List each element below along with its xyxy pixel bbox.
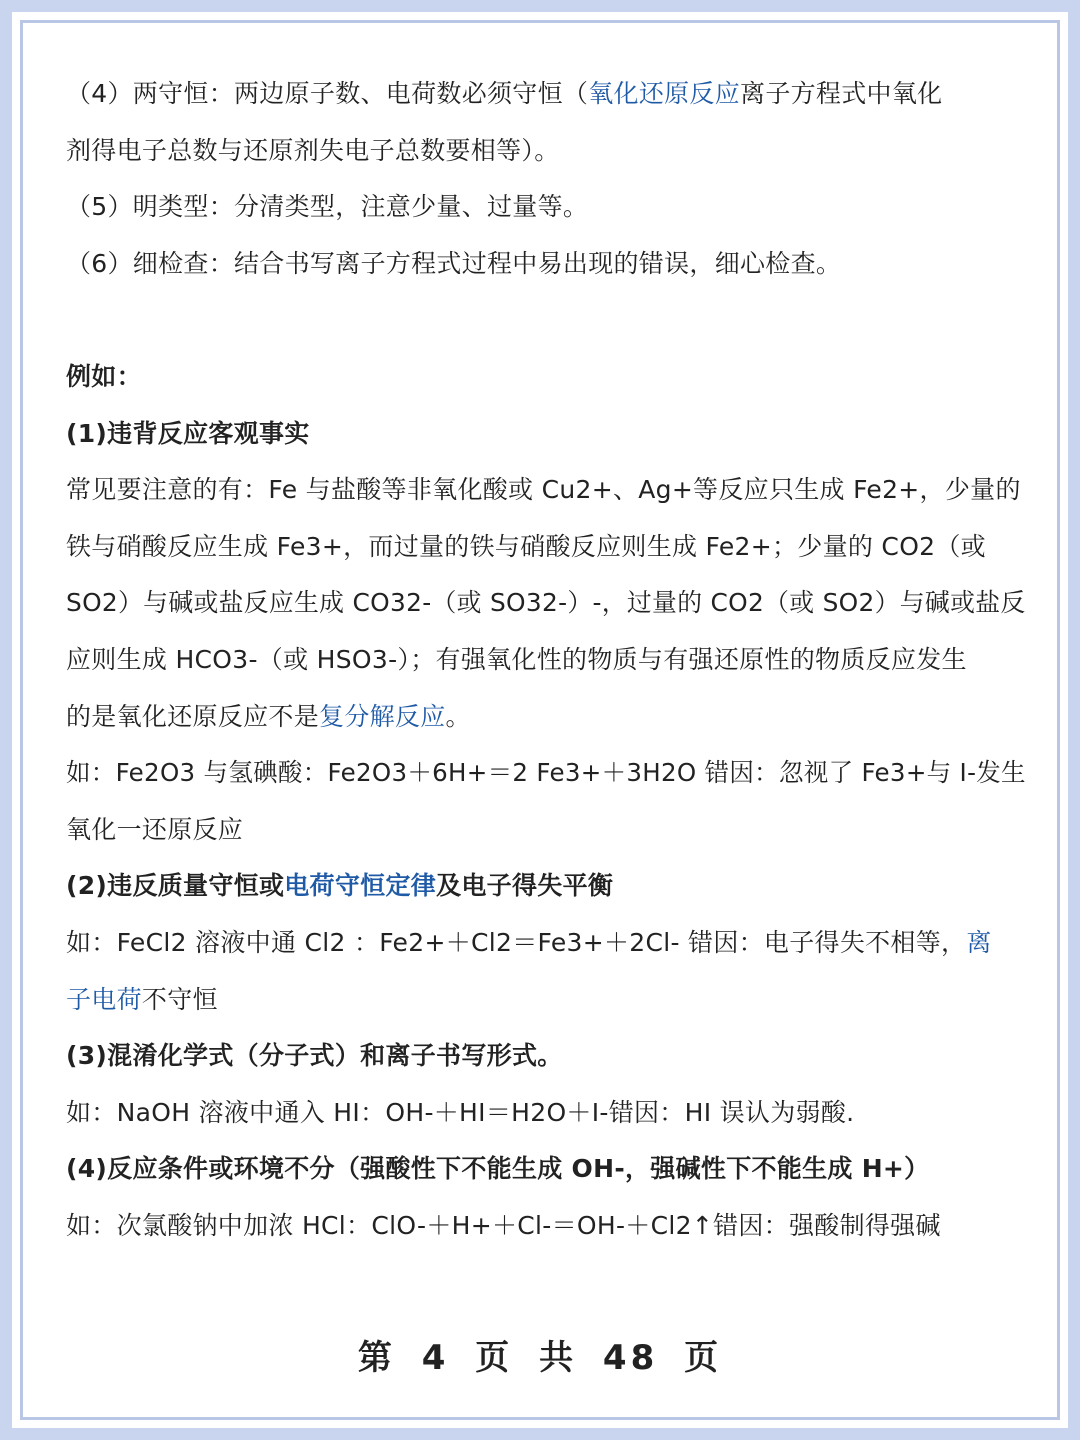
text-line <box>66 802 1026 859</box>
text-run: 铁与硝酸反应生成 Fe3+，而过量的铁与硝酸反应则生成 Fe2+；少量的 CO2（或 <box>66 531 986 561</box>
term-link[interactable]: 离 <box>966 927 992 957</box>
page-number: 第 4 页 共 48 页 <box>357 1338 723 1378</box>
text-run: 剂得电子总数与还原剂失电子总数要相等）。 <box>66 135 560 165</box>
text-line <box>66 745 1026 802</box>
text-line <box>66 689 1026 746</box>
text-run: (4)反应条件或环境不分（强酸性下不能生成 OH-，强碱性下不能生成 H+） <box>66 1154 930 1184</box>
section-heading <box>66 349 1026 406</box>
text-line <box>66 1085 1026 1142</box>
text-run: 如：次氯酸钠中加浓 HCl：ClO-＋H+＋Cl-＝OH-＋Cl2↑错因：强酸制得强碱 <box>66 1210 941 1240</box>
document-body <box>66 66 1026 1254</box>
text-run: SO2）与碱或盐反应生成 CO32-（或 SO32-）-，过量的 CO2（或 SO2）与碱或盐反 <box>66 588 1026 618</box>
text-run: 如：Fe2O3 与氢碘酸：Fe2O3＋6H+＝2 Fe3+＋3H2O 错因：忽视了 Fe3+与 I-发生 <box>66 758 1026 788</box>
text-run: (3)混淆化学式（分子式）和离子书写形式。 <box>66 1041 563 1071</box>
subsection-heading <box>66 858 1026 915</box>
text-line <box>66 915 1026 972</box>
term-link[interactable]: 氧化还原反应 <box>588 79 741 108</box>
text-run: 的是氧化还原反应不是 <box>66 701 320 731</box>
subsection-heading <box>66 1141 1026 1198</box>
text-run: （4）两守恒：两边原子数、电荷数必须守恒（ <box>66 79 589 108</box>
text-line <box>66 66 1026 123</box>
text-line <box>66 123 1026 180</box>
text-line <box>66 462 1026 519</box>
text-run: 常见要注意的有：Fe 与盐酸等非氧化酸或 Cu2+、Ag+等反应只生成 Fe2+，少量的 <box>66 475 1021 505</box>
term-link[interactable]: 电荷守恒定律 <box>284 871 437 901</box>
text-run: 及电子得失平衡 <box>436 871 614 901</box>
term-link[interactable]: 复分解反应 <box>319 701 446 731</box>
text-line <box>66 972 1026 1029</box>
text-run: 如：FeCl2 溶液中通 Cl2 ：Fe2+＋Cl2＝Fe3+＋2Cl- 错因：电子得失不相等， <box>66 927 967 957</box>
subsection-heading <box>66 1028 1026 1085</box>
text-line <box>66 179 1026 236</box>
term-link[interactable]: 子电荷 <box>66 984 142 1014</box>
text-run: （6）细检查：结合书写离子方程式过程中易出现的错误，细心检查。 <box>66 248 842 278</box>
spacer <box>66 292 1026 349</box>
text-run: 。 <box>445 701 471 731</box>
text-line <box>66 632 1026 689</box>
text-run: 如：NaOH 溶液中通入 HI：OH-＋HI＝H2O＋I-错因：HI 误认为弱酸. <box>66 1097 855 1127</box>
text-run: 不守恒 <box>141 984 218 1014</box>
text-line <box>66 1198 1026 1255</box>
text-run: 例如： <box>66 361 142 391</box>
text-run: (1)违背反应客观事实 <box>66 418 310 448</box>
text-run: 氧化一还原反应 <box>66 814 244 844</box>
text-line <box>66 236 1026 293</box>
text-line <box>66 519 1026 576</box>
text-line <box>66 575 1026 632</box>
text-run: (2)违反质量守恒或 <box>66 871 285 901</box>
text-run: 应则生成 HCO3-（或 HSO3-）；有强氧化性的物质与有强还原性的物质反应发生 <box>66 644 967 674</box>
text-run: （5）明类型：分清类型，注意少量、过量等。 <box>66 192 589 222</box>
subsection-heading <box>66 406 1026 463</box>
text-run: 离子方程式中氧化 <box>740 79 943 108</box>
